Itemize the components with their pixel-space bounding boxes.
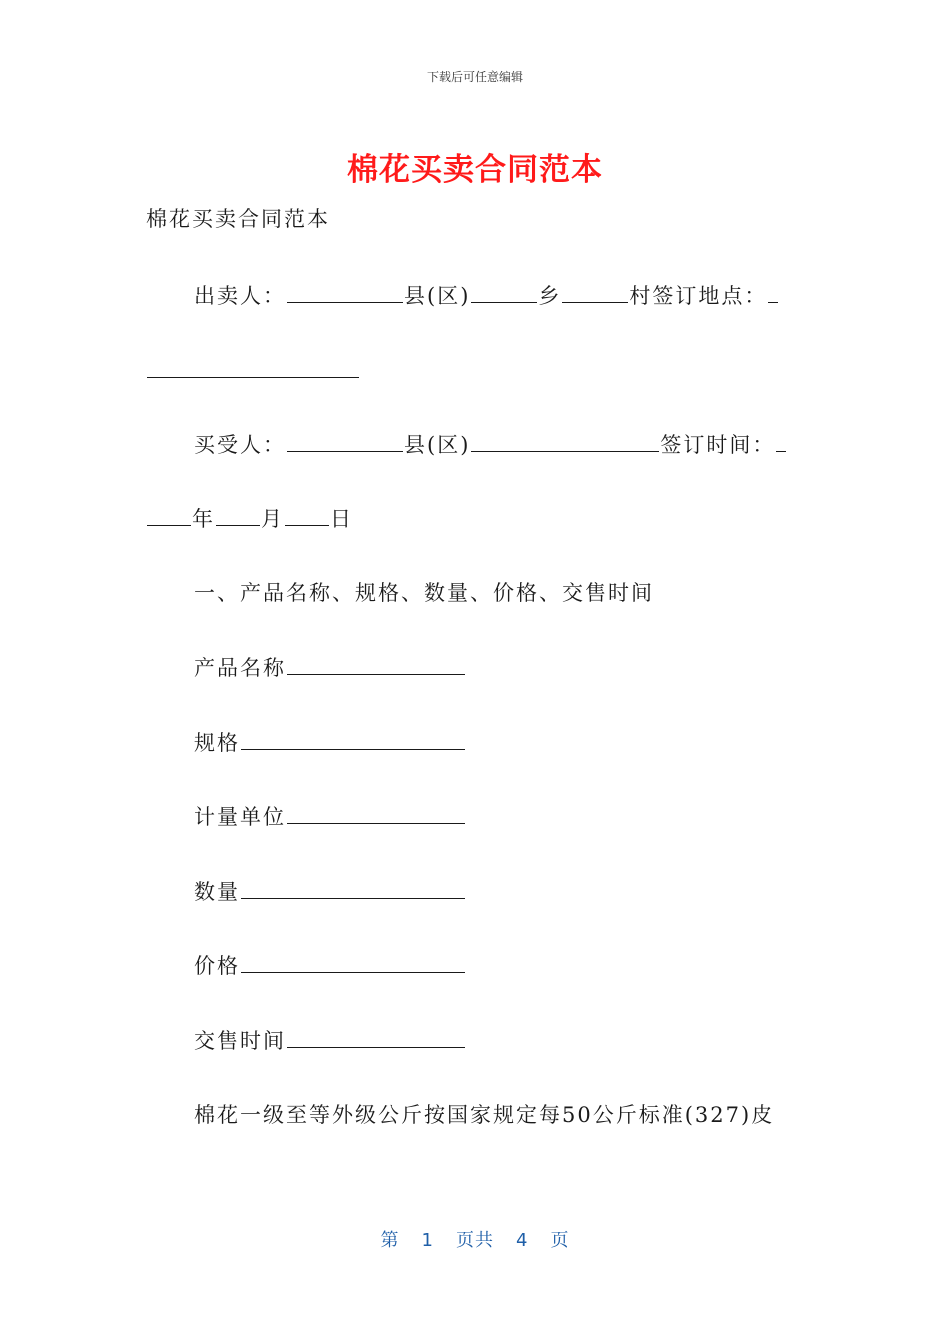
field-delivery-time <box>194 1026 466 1056</box>
field-blank <box>241 952 465 973</box>
seller-county-blank <box>471 282 537 303</box>
month-label: 月 <box>261 507 284 531</box>
sign-time-blank-start <box>776 431 786 452</box>
year-blank <box>147 505 191 526</box>
field-label: 计量单位 <box>194 805 286 829</box>
document-subtitle: 棉花买卖合同范本 <box>146 207 330 231</box>
field-blank <box>241 878 465 899</box>
field-label: 交售时间 <box>194 1029 286 1053</box>
sign-place-continuation <box>146 356 360 386</box>
page-number: 1 <box>421 1230 434 1251</box>
day-label: 日 <box>330 507 353 531</box>
day-blank <box>285 505 329 526</box>
buyer-label: 买受人： <box>194 433 286 457</box>
seller-name-blank <box>287 282 403 303</box>
field-label: 数量 <box>194 880 240 904</box>
header-note: 下载后可任意编辑 <box>426 70 523 84</box>
buyer-name-blank <box>287 431 403 452</box>
field-blank <box>287 803 465 824</box>
section1-heading: 一、产品名称、规格、数量、价格、交售时间 <box>194 581 654 605</box>
year-label: 年 <box>192 507 215 531</box>
field-unit <box>194 802 466 832</box>
buyer-county-blank <box>471 431 659 452</box>
field-quantity <box>194 877 466 907</box>
seller-label: 出卖人： <box>194 284 286 308</box>
sign-place-blank <box>147 357 359 378</box>
page-suffix: 页 <box>550 1230 570 1251</box>
total-pages: 4 <box>516 1230 529 1251</box>
field-label: 价格 <box>194 954 240 978</box>
last-paragraph: 棉花一级至等外级公斤按国家规定每50公斤标准(327)皮 <box>194 1103 775 1127</box>
field-product-name <box>194 653 466 683</box>
field-label: 产品名称 <box>194 656 286 680</box>
seller-line <box>194 281 779 311</box>
sign-place-blank-start <box>768 282 778 303</box>
seller-township-label: 乡 <box>538 284 562 308</box>
page-prefix: 第 <box>380 1230 400 1251</box>
field-blank <box>287 654 465 675</box>
field-blank <box>287 1027 465 1048</box>
date-line <box>146 504 353 534</box>
buyer-county-label: 县(区) <box>404 433 471 457</box>
document-title: 棉花买卖合同范本 <box>347 152 603 188</box>
buyer-line <box>194 430 787 460</box>
field-price <box>194 951 466 981</box>
field-spec <box>194 728 466 758</box>
field-label: 规格 <box>194 731 240 755</box>
page-footer <box>0 1226 950 1252</box>
seller-county-label: 县(区) <box>404 284 471 308</box>
page-middle: 页共 <box>456 1230 494 1251</box>
field-blank <box>241 729 465 750</box>
month-blank <box>216 505 260 526</box>
sign-time-label: 签订时间： <box>660 433 776 457</box>
seller-township-blank <box>562 282 628 303</box>
seller-village-place-label: 村签订地点： <box>629 284 768 308</box>
